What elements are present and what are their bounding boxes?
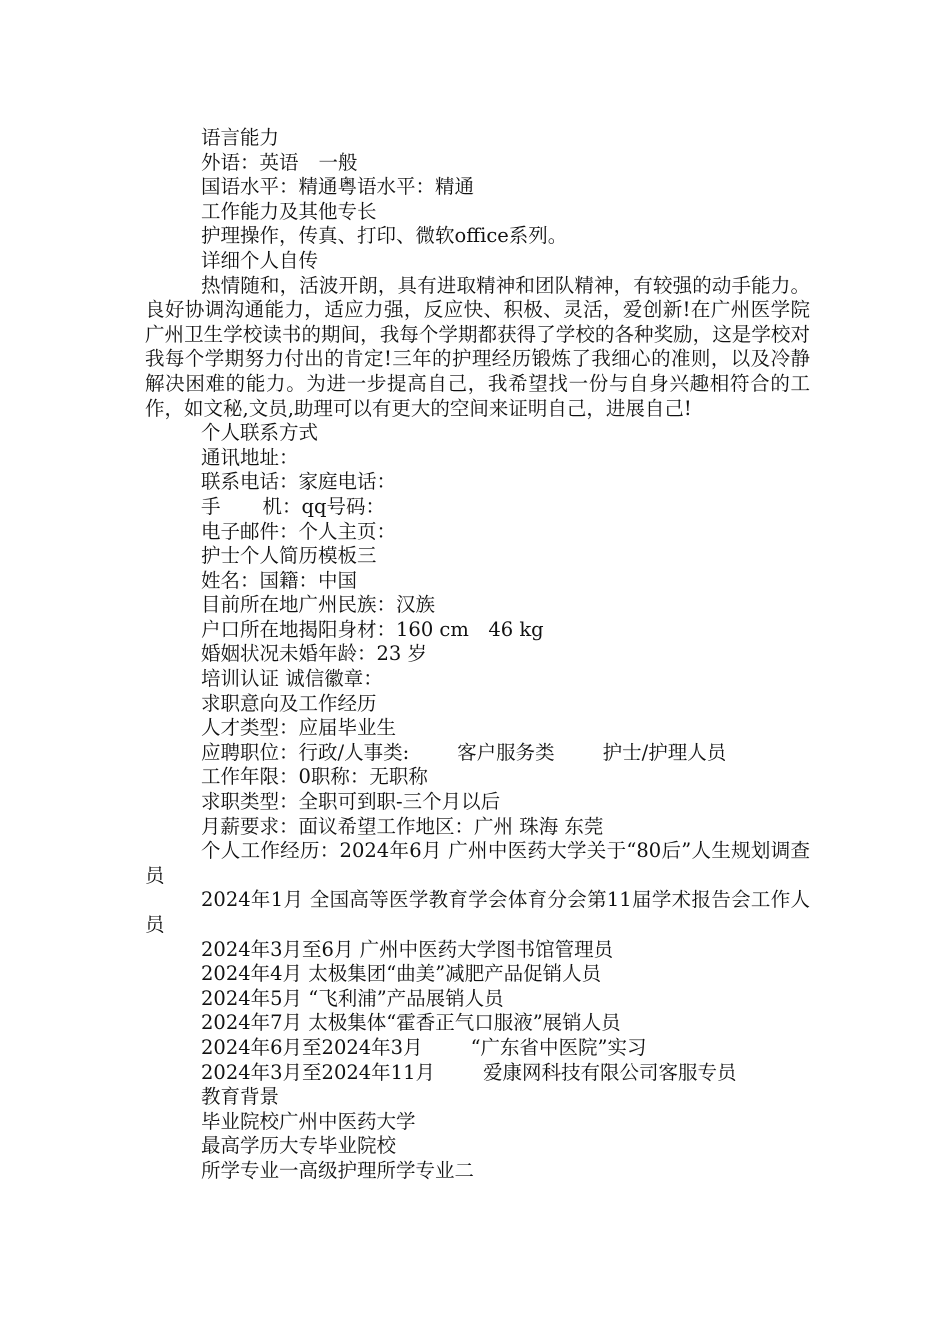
work-experience-entry-6: 2024年7月 太极集体“霍香正气口服液”展销人员 bbox=[201, 1011, 621, 1035]
heading-job-intention: 求职意向及工作经历 bbox=[201, 691, 377, 715]
entry-8-date: 2024年3月至2024年11月 bbox=[201, 1060, 435, 1084]
entry-8-desc: 爱康网科技有限公司客服专员 bbox=[482, 1060, 737, 1084]
work-experience-entry-5: 2024年5月 “飞利浦”产品展销人员 bbox=[201, 986, 504, 1010]
line-location-ethnicity: 目前所在地广州民族：汉族 bbox=[201, 593, 436, 617]
work-experience-entry-7 bbox=[145, 1036, 810, 1061]
line-talent-type: 人才类型：应届毕业生 bbox=[201, 716, 397, 740]
line-mandarin-cantonese: 国语水平：精通粤语水平：精通 bbox=[201, 175, 475, 199]
foreign-language-level: 一般 bbox=[318, 150, 358, 174]
line-marital-age: 婚姻状况未婚年龄：23 岁 bbox=[201, 642, 428, 666]
entry-7-desc: “广东省中医院”实习 bbox=[470, 1035, 647, 1059]
line-certification: 培训认证 诚信徽章： bbox=[201, 667, 383, 691]
line-major: 所学专业一高级护理所学专业二 bbox=[201, 1158, 475, 1182]
heading-skills: 工作能力及其他专长 bbox=[201, 199, 377, 223]
line-name-nationality: 姓名：国籍：中国 bbox=[201, 568, 358, 592]
line-phone: 联系电话：家庭电话： bbox=[201, 470, 397, 494]
line-work-years: 工作年限：0职称：无职称 bbox=[201, 765, 428, 789]
heading-template-three: 护士个人简历模板三 bbox=[201, 544, 377, 568]
line-hukou-body: 户口所在地揭阳身材：160 cm 46 kg bbox=[201, 617, 544, 641]
line-address: 通讯地址： bbox=[201, 445, 299, 469]
work-experience-entry-4: 2024年4月 太极集团“曲美”减肥产品促销人员 bbox=[201, 962, 602, 986]
line-highest-degree: 最高学历大专毕业院校 bbox=[201, 1134, 397, 1158]
work-experience-entry-2: 2024年1月 全国高等医学教育学会体育分会第11届学术报告会工作人员 bbox=[145, 888, 810, 936]
resume-document bbox=[145, 126, 810, 1184]
line-salary-area: 月薪要求：面议希望工作地区：广州 珠海 东莞 bbox=[201, 814, 604, 838]
autobiography-paragraph: 热情随和，活波开朗，具有进取精神和团队精神，有较强的动手能力。良好协调沟通能力，适应力强，反应快、积极、灵活，爱创新!在广州医学院广州卫生学校读书的期间，我每个学期都获得了学校的各种奖励，这是学校对我每个学期努力付出的肯定!三年的护理经历锻炼了我细心的准则，以及冷静解决困难的能力。为进一步提高自己，我希望找一份与自身兴趣相符合的工作，如文秘,文员,助理可以有更大的空间来证明自己，进展自己! bbox=[145, 273, 810, 420]
work-experience-entry-8 bbox=[145, 1061, 810, 1086]
line-graduate-school: 毕业院校广州中医药大学 bbox=[201, 1109, 416, 1133]
work-experience-entry-1: 个人工作经历：2024年6月 广州中医药大学关于“80后”人生规划调查员 bbox=[145, 839, 810, 887]
heading-contact: 个人联系方式 bbox=[201, 421, 319, 445]
heading-education: 教育背景 bbox=[201, 1085, 280, 1109]
line-foreign-language bbox=[145, 151, 810, 176]
line-mobile-qq bbox=[145, 495, 810, 520]
mobile-label-part1: 手 bbox=[201, 494, 221, 518]
line-email: 电子邮件：个人主页： bbox=[201, 519, 397, 543]
line-job-type: 求职类型：全职可到职-三个月以后 bbox=[201, 790, 501, 814]
heading-language: 语言能力 bbox=[201, 126, 280, 149]
heading-autobiography: 详细个人自传 bbox=[201, 248, 319, 272]
position-nurse: 护士/护理人员 bbox=[602, 740, 727, 764]
position-customer-service: 客户服务类 bbox=[457, 740, 555, 764]
mobile-label-part2: 机：qq号码： bbox=[262, 494, 385, 518]
entry-7-date: 2024年6月至2024年3月 bbox=[201, 1035, 423, 1059]
foreign-language-label: 外语：英语 bbox=[201, 150, 299, 174]
line-positions bbox=[145, 741, 810, 766]
work-experience-entry-3: 2024年3月至6月 广州中医药大学图书馆管理员 bbox=[201, 937, 614, 961]
position-admin: 应聘职位：行政/人事类: bbox=[201, 740, 410, 764]
line-skills: 护理操作，传真、打印、微软office系列。 bbox=[201, 224, 568, 248]
